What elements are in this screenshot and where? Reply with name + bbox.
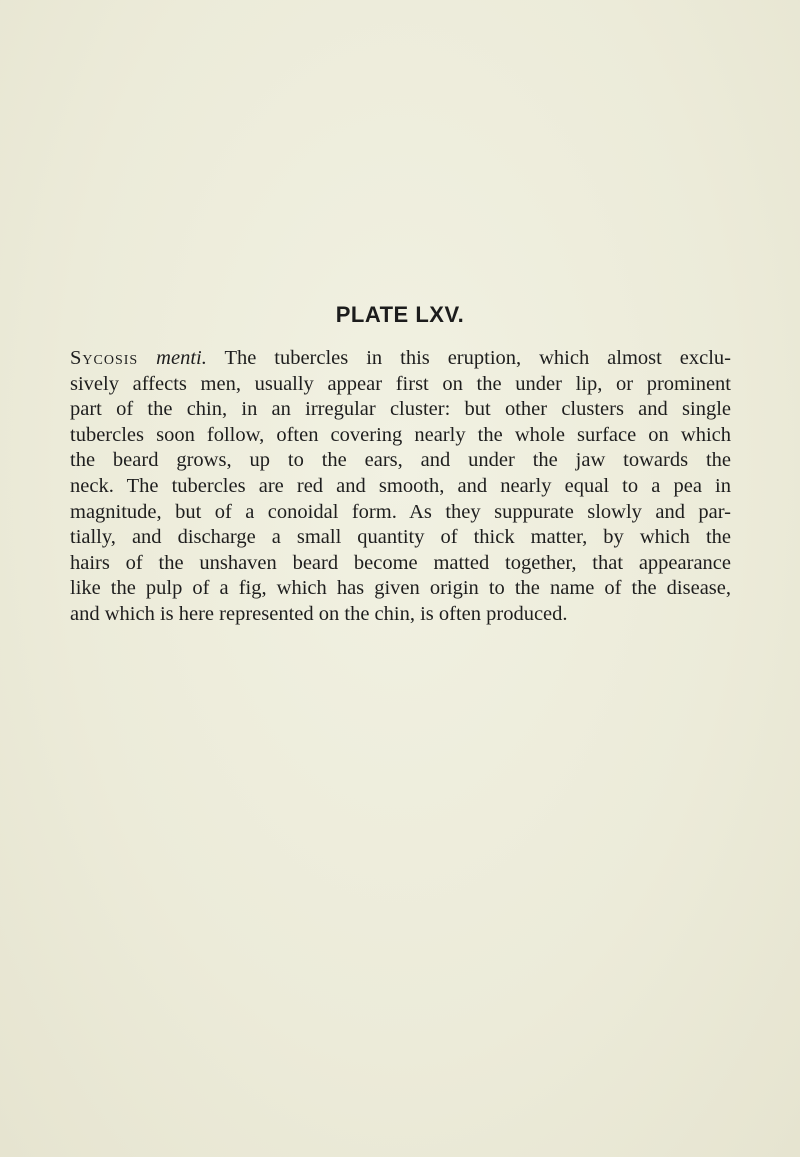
plate-title: PLATE LXV. [335, 302, 465, 327]
lead-term: menti. [156, 347, 207, 369]
text-line-7: magnitude, but of a conoidal form. As they suppurate slowly and par- [70, 500, 731, 523]
text-line-9: hairs of the unshaven beard become matted together, that appearance [70, 551, 731, 574]
text-line-8: tially, and discharge a small quantity of thick matter, by which the [70, 526, 731, 549]
text-line-10: like the pulp of a fig, which has given origin to the name of the disease, [70, 577, 731, 600]
plate-description [70, 346, 731, 628]
text-line-4: tubercles soon follow, often covering nearly the whole surface on which [70, 423, 731, 446]
text-line-6: neck. The tubercles are red and smooth, and nearly equal to a pea in [70, 474, 731, 497]
text-line-1 [70, 346, 731, 372]
text-line-11: and which is here represented on the chin, is often produced. [70, 602, 568, 625]
lead-word: Sycosis [70, 347, 139, 369]
text-line-3: part of the chin, in an irregular cluster: but other clusters and single [70, 398, 731, 421]
text-line-5: the beard grows, up to the ears, and under the jaw towards the [70, 449, 731, 472]
line-1-text: The tubercles in this eruption, which almost exclu- [224, 347, 731, 369]
text-line-2: sively affects men, usually appear first on the under lip, or prominent [70, 372, 731, 395]
